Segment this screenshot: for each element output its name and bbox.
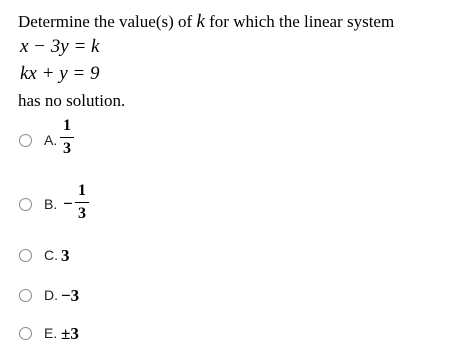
question-text-suffix: for which the linear system <box>209 12 395 31</box>
option-e-value: ±3 <box>61 324 79 343</box>
option-c-letter: C. <box>44 247 58 263</box>
fraction-bar <box>60 137 74 138</box>
option-b-letter: B. <box>44 196 58 212</box>
option-b-sign: − <box>63 194 73 213</box>
option-a[interactable] <box>19 118 219 158</box>
radio-button-e[interactable] <box>19 327 32 340</box>
equation-1: x − 3y = k <box>20 36 100 57</box>
equation-2: kx + y = 9 <box>20 63 100 84</box>
option-b[interactable] <box>19 183 219 223</box>
radio-button-a[interactable] <box>19 134 32 147</box>
variable-k: k <box>196 11 205 32</box>
radio-button-c[interactable] <box>19 249 32 262</box>
question-text-prefix: Determine the value(s) of <box>18 12 193 31</box>
option-d-letter: D. <box>44 287 58 303</box>
option-d-value: −3 <box>61 286 80 305</box>
option-a-denominator: 3 <box>63 140 71 157</box>
option-a-fraction <box>60 118 74 157</box>
radio-button-d[interactable] <box>19 289 32 302</box>
option-b-fraction <box>75 183 89 222</box>
option-c[interactable] <box>19 244 219 284</box>
option-b-denominator: 3 <box>78 205 86 222</box>
question-line-4: has no solution. <box>18 91 126 110</box>
option-b-numerator: 1 <box>78 182 86 199</box>
option-c-value: 3 <box>61 246 70 265</box>
fraction-bar <box>75 202 89 203</box>
option-e[interactable] <box>19 322 219 362</box>
question-line-1 <box>18 11 394 33</box>
option-a-numerator: 1 <box>63 117 71 134</box>
option-d[interactable] <box>19 285 219 325</box>
radio-button-b[interactable] <box>19 198 32 211</box>
option-e-letter: E. <box>44 325 58 341</box>
option-a-letter: A. <box>44 132 58 148</box>
question-prompt <box>0 0 454 120</box>
